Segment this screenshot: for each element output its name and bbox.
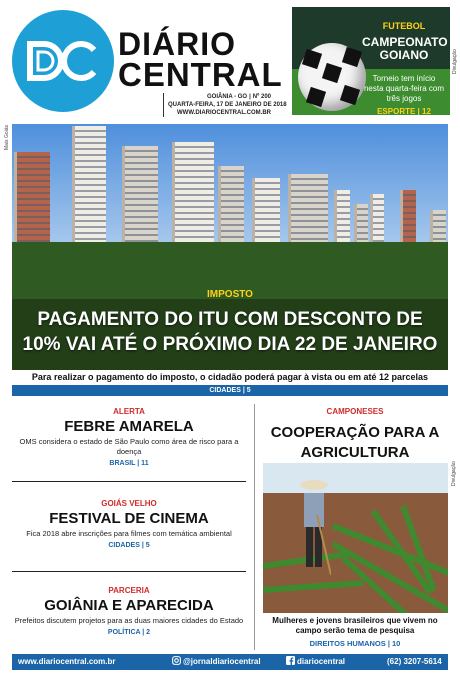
column-divider [254,404,255,650]
issue-website[interactable]: WWW.DIARIOCENTRAL.COM.BR [177,110,271,116]
feature-photo [263,463,448,613]
issue-number: Nº 200 [252,94,271,100]
story-description: Fica 2018 abre inscrições para filmes com temática ambiental [26,529,232,538]
story-section: POLÍTICA | 2 [107,629,151,636]
footer-phone[interactable]: (62) 3207-5614 [387,657,442,666]
hero-section: CIDADES | 5 [209,387,251,394]
building [288,174,328,252]
feature-category: CAMPONESES [326,407,384,416]
footer-instagram-label: @jornaldiariocentral [183,657,261,666]
building [14,152,50,252]
footer-facebook-label: diariocentral [297,657,346,666]
feature-section: DIREITOS HUMANOS | 10 [309,639,401,648]
story-title: FEBRE AMARELA [64,418,194,435]
building [218,166,244,252]
hero-credit: Mais Goiás [4,124,10,150]
story-category: PARCERIA [108,586,150,595]
story-goiania-aparecida[interactable] [12,585,246,639]
brand-logo[interactable] [12,10,114,112]
divider [12,481,246,482]
story-festival-cinema[interactable] [12,498,246,552]
brand-name-line2: CENTRAL [118,56,283,93]
story-title: FESTIVAL DE CINEMA [49,510,209,527]
promo-credit: Divulgação [452,49,458,74]
issue-info: GOIÂNIA - GO | Nº 200 QUARTA-FEIRA, 17 DE JANEIRO DE 2018 WWW.DIARIOCENTRAL.COM.BR [163,93,271,117]
promo-sports[interactable] [292,7,450,115]
promo-category: FUTEBOL [382,21,426,31]
feature-title: COOPERAÇÃO PARA A AGRICULTURA [270,424,440,461]
footer-facebook[interactable] [286,654,345,670]
feature-credit: Divulgação [451,461,457,486]
promo-title: CAMPEONATO GOIANO [362,35,448,62]
promo-description: Torneio tem início nesta quarta-feira com três jogos [363,74,445,103]
hero-story[interactable] [12,124,448,370]
building [172,142,214,254]
story-title: GOIÂNIA E APARECIDA [44,597,214,614]
story-febre-amarela[interactable] [12,406,246,470]
footer-website[interactable]: www.diariocentral.com.br [18,657,116,666]
story-section: BRASIL | 11 [109,460,149,467]
hero-description: Para realizar o pagamento do imposto, o cidadão poderá pagar à vista ou em até 12 parcelas [31,372,429,382]
instagram-icon [172,656,181,665]
story-description: Prefeitos discutem projetos para as duas maiores cidades do Estado [14,616,244,625]
hero-headline: PAGAMENTO DO ITU COM DESCONTO DE 10% VAI ATÉ O PRÓXIMO DIA 22 DE JANEIRO [22,309,438,355]
hero-category: IMPOSTO [207,289,253,300]
promo-section: ESPORTE | 12 [377,107,431,115]
logo-dc-monogram-icon [26,40,100,82]
story-section: CIDADES | 5 [108,542,150,549]
footer-bar [12,654,448,670]
farmer-figure [297,475,331,583]
divider [12,571,246,572]
story-category: GOIÁS VELHO [101,499,157,508]
masthead [0,0,460,122]
story-category: ALERTA [113,407,145,416]
hero-section-bar[interactable] [12,385,448,396]
issue-city: GOIÂNIA - GO [206,94,248,100]
building [252,178,280,252]
footer-instagram[interactable] [172,654,261,670]
building [122,146,158,252]
brand-name-line1: DIÁRIO [118,26,236,62]
soccer-ball-icon [298,43,366,111]
building [72,126,106,252]
facebook-icon [286,656,295,665]
story-description: OMS considera o estado de São Paulo como área de risco para a doença [19,437,239,456]
issue-date: QUARTA-FEIRA, 17 DE JANEIRO DE 2018 [168,102,287,108]
feature-description: Mulheres e jovens brasileiros que vivem no campo serão tema de pesquisa [272,616,438,635]
